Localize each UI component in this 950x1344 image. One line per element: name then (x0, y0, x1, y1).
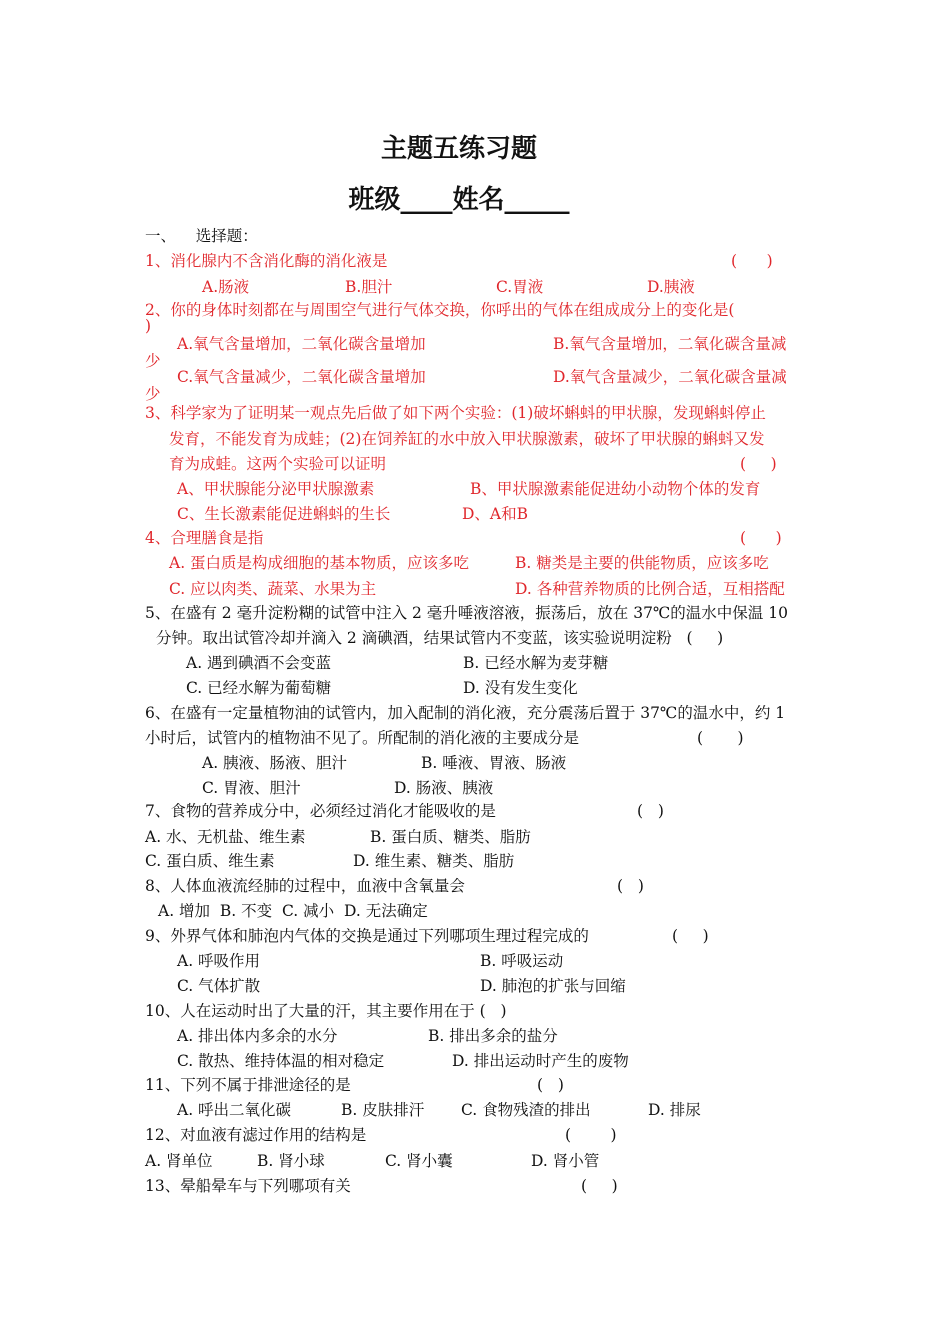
question-line: A.肠液 (202, 278, 250, 296)
question-line: A. 肾单位 (145, 1152, 213, 1170)
question-line: 11、下列不属于排泄途径的是 (145, 1076, 351, 1094)
question-line: 小时后，试管内的植物油不见了。所配制的消化液的主要成分是 (145, 729, 580, 747)
page-subtitle: 班级____姓名_____ (348, 185, 570, 215)
question-line: D. 维生素、糖类、脂肪 (353, 852, 515, 870)
question-line: B、甲状腺激素能促进幼小动物个体的发育 (470, 480, 761, 498)
question-line: 8、人体血液流经肺的过程中，血液中含氧量会 (145, 877, 465, 895)
question-line: C. 食物残渣的排出 (461, 1101, 591, 1119)
question-line: 1、消化腺内不含消化酶的消化液是 (145, 252, 388, 270)
question-line: B. 唾液、胃液、肠液 (421, 754, 567, 772)
question-line: ( ) (731, 252, 773, 270)
question-line: ( ) (740, 455, 777, 473)
question-line: B.氧气含量增加，二氧化碳含量减 (553, 335, 787, 353)
question-line: A. 呼出二氧化碳 (177, 1101, 292, 1119)
question-line: 育为成蛙。这两个实验可以证明 (169, 455, 387, 473)
question-line: C、生长激素能促进蝌蚪的生长 (177, 505, 391, 523)
question-line: D. 排出运动时产生的废物 (452, 1052, 629, 1070)
question-line: A. 胰液、肠液、胆汁 (202, 754, 348, 772)
question-line: 4、合理膳食是指 (145, 529, 264, 547)
question-line: C.胃液 (496, 278, 544, 296)
question-line: C. 蛋白质、维生素 (145, 852, 275, 870)
question-line: D.胰液 (647, 278, 695, 296)
question-line: C. 气体扩散 (177, 977, 261, 995)
question-line: ) (145, 317, 152, 335)
question-line: B. 肾小球 (257, 1152, 325, 1170)
section-heading: 一、 选择题： (145, 227, 258, 245)
question-line: 2、你的身体时刻都在与周围空气进行气体交换，你呼出的气体在组成成分上的变化是( (145, 301, 735, 319)
question-line: A. 增加 B. 不变 C. 减小 D. 无法确定 (158, 902, 428, 920)
question-line: D. 各种营养物质的比例合适，互相搭配 (515, 580, 785, 598)
question-line: B. 糖类是主要的供能物质，应该多吃 (515, 554, 769, 572)
question-line: B. 排出多余的盐分 (428, 1027, 558, 1045)
question-line: 少 (145, 352, 161, 370)
question-line: ( ) (740, 529, 782, 547)
question-line: A. 呼吸作用 (177, 952, 261, 970)
question-line: ( ) (537, 1076, 564, 1094)
question-line: 13、晕船晕车与下列哪项有关 (145, 1177, 351, 1195)
question-line: ( ) (617, 877, 644, 895)
question-line: C. 胃液、胆汁 (202, 779, 301, 797)
question-line: A. 遇到碘酒不会变蓝 (186, 654, 332, 672)
question-line: D、A和B (462, 505, 529, 523)
question-line: 3、科学家为了证明某一观点先后做了如下两个实验：(1)破坏蝌蚪的甲状腺，发现蝌蚪停止 (145, 404, 766, 422)
question-line: 9、外界气体和肺泡内气体的交换是通过下列哪项生理过程完成的 (145, 927, 589, 945)
question-line: 分钟。取出试管冷却并滴入 2 滴碘酒，结果试管内不变蓝，该实验说明淀粉 ( ) (156, 629, 724, 647)
question-line: A.氧气含量增加，二氧化碳含量增加 (177, 335, 426, 353)
question-line: B. 蛋白质、糖类、脂肪 (370, 828, 531, 846)
question-line: A、甲状腺能分泌甲状腺激素 (177, 480, 375, 498)
question-line: A. 排出体内多余的水分 (177, 1027, 338, 1045)
question-line: B. 已经水解为麦芽糖 (463, 654, 609, 672)
question-line: D. 肺泡的扩张与回缩 (480, 977, 626, 995)
question-line: ( ) (697, 729, 744, 747)
question-line: C. 肾小囊 (385, 1152, 453, 1170)
question-line: D.氧气含量减少，二氧化碳含量减 (553, 368, 787, 386)
question-line: 发育，不能发育为成蛙；(2)在饲养缸的水中放入甲状腺激素，破坏了甲状腺的蝌蚪又发 (169, 430, 765, 448)
page-title: 主题五练习题 (380, 134, 537, 164)
question-line: A. 水、无机盐、维生素 (145, 828, 306, 846)
question-line: D. 肠液、胰液 (394, 779, 494, 797)
question-line: 5、在盛有 2 毫升淀粉糊的试管中注入 2 毫升唾液溶液，振荡后，放在 37℃的温水中保温 10 (145, 604, 788, 622)
question-line: B. 皮肤排汗 (341, 1101, 425, 1119)
question-line: 7、食物的营养成分中，必须经过消化才能吸收的是 (145, 802, 496, 820)
question-line: D. 肾小管 (531, 1152, 600, 1170)
question-line: C. 已经水解为葡萄糖 (186, 679, 332, 697)
question-line: ( ) (581, 1177, 618, 1195)
question-line: ( ) (672, 927, 709, 945)
question-line: 12、对血液有滤过作用的结构是 (145, 1126, 367, 1144)
question-line: C. 应以肉类、蔬菜、水果为主 (169, 580, 377, 598)
question-line: 少 (145, 385, 161, 403)
question-line: C.氧气含量减少，二氧化碳含量增加 (177, 368, 426, 386)
question-line: 10、人在运动时出了大量的汗，其主要作用在于 ( ) (145, 1002, 507, 1020)
question-line: C. 散热、维持体温的相对稳定 (177, 1052, 385, 1070)
question-line: 6、在盛有一定量植物油的试管内，加入配制的消化液，充分震荡后置于 37℃的温水中，约 1 (145, 704, 786, 722)
question-line: A. 蛋白质是构成细胞的基本物质，应该多吃 (169, 554, 470, 572)
question-line: ( ) (637, 802, 664, 820)
question-line: D. 排尿 (648, 1101, 701, 1119)
question-line: B.胆汁 (345, 278, 393, 296)
question-line: D. 没有发生变化 (463, 679, 578, 697)
question-line: ( ) (565, 1126, 617, 1144)
question-line: B. 呼吸运动 (480, 952, 564, 970)
